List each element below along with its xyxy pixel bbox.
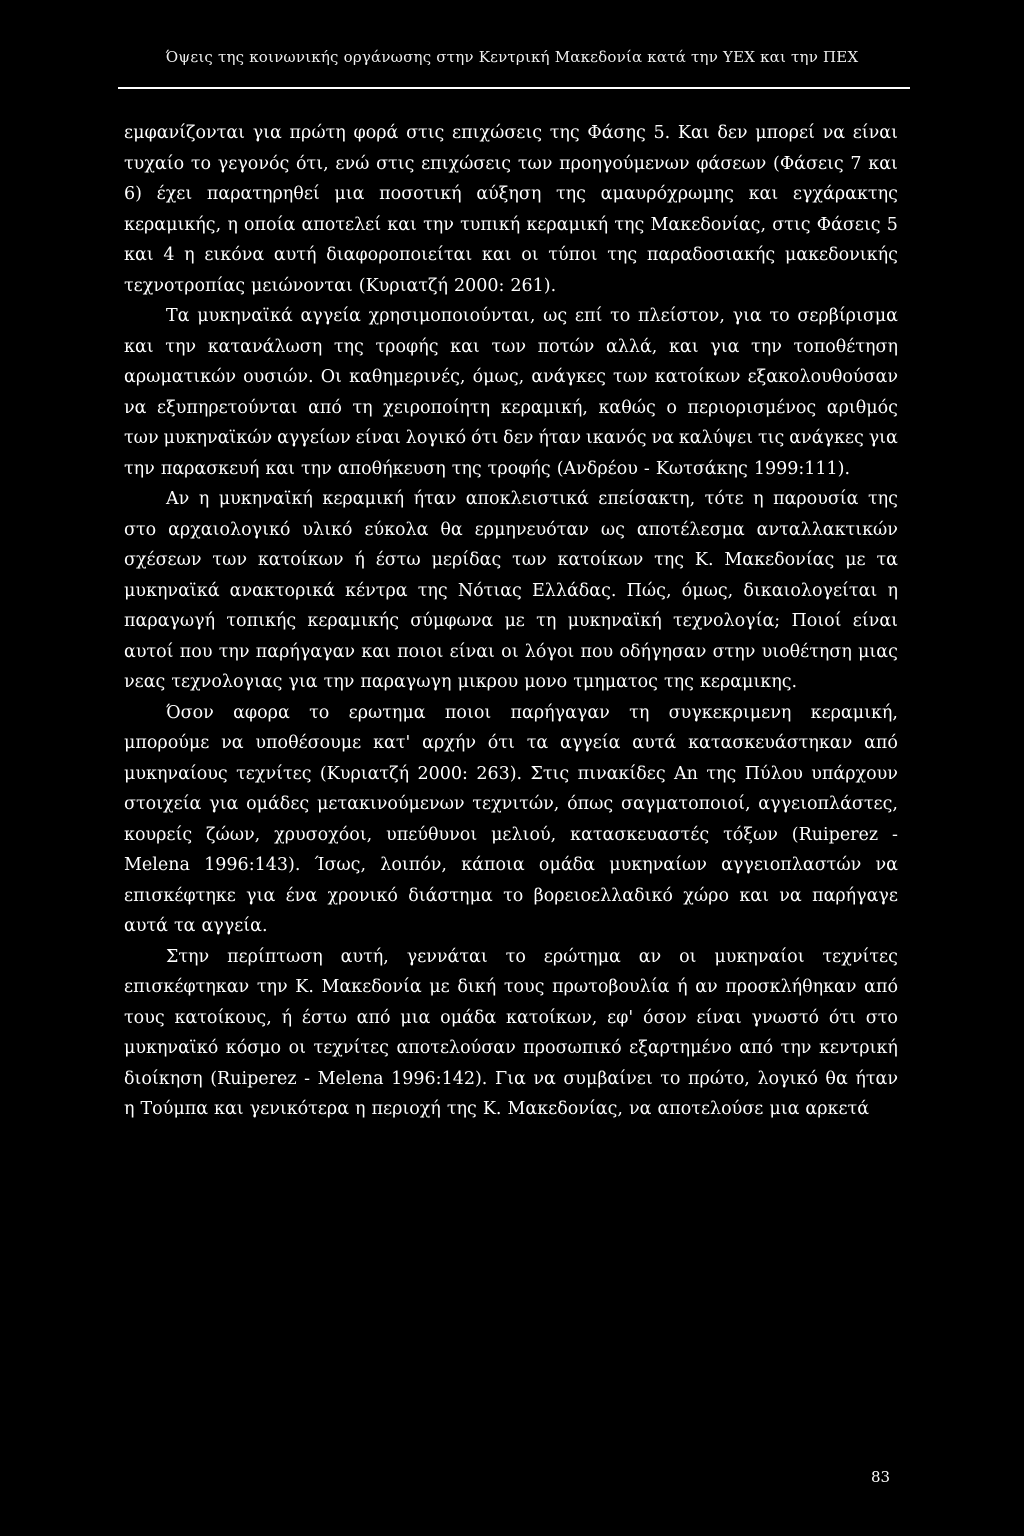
text-line: Στην περίπτωση αυτή, γεννάται το ερώτημα αν οι μυκηναίοι τεχνίτες [166,946,898,967]
text-line: αυτά τα αγγεία. [124,916,268,936]
text-line: Τα μυκηναϊκά αγγεία χρησιμοποιούνται, ως επί το πλείστον, για το σερβίρισμα [166,306,898,326]
header-rule [118,87,910,89]
text-line: επισκέφτηκαν την Κ. Μακεδονία με δική τους πρωτοβουλία ή αν προσκλήθηκαν από [124,977,898,997]
text-line: και 4 η εικόνα αυτή διαφοροποιείται και οι τύποι της παραδοσιακής μακεδονικής [124,245,898,265]
paragraph [124,301,898,484]
text-line: αυτοί που την παρήγαγαν και ποιοι είναι οι λόγοι που οδήγησαν στην υιοθέτηση μιας [124,641,898,662]
paragraph [124,698,898,942]
text-line: Όσον αφορα το ερωτημα ποιοι παρήγαγαν τη συγκεκριμενη κεραμική, [166,702,898,723]
text-line: παραγωγή τοπικής κεραμικής σύμφωνα με τη μυκηναϊκή τεχνολογία; Ποιοί είναι [124,611,898,631]
text-line: στοιχεία για ομάδες μετακινούμενων τεχνιτών, όπως σαγματοποιοί, αγγειοπλάστες, [124,794,898,814]
text-line: Αν η μυκηναϊκή κεραμική ήταν αποκλειστικά επείσακτη, τότε η παρουσία της [166,489,898,509]
text-line: 6) έχει παρατηρηθεί μια ποσοτική αύξηση της αμαυρόχρωμης και εγχάρακτης [124,184,898,204]
body-text [124,118,898,1125]
text-line: κεραμικής, η οποία αποτελεί και την τυπική κεραμική της Μακεδονίας, στις Φάσεις 5 [124,214,898,235]
text-line: η Τούμπα και γενικότερα η περιοχή της Κ. Μακεδονίας, να αποτελούσε μια αρκετά [124,1099,870,1119]
text-line: εμφανίζονται για πρώτη φορά στις επιχώσεις της Φάσης 5. Και δεν μπορεί να είναι [124,123,898,143]
paragraph [124,942,898,1125]
text-line: Melena 1996:143). Ίσως, λοιπόν, κάποια ομάδα μυκηναίων αγγειοπλαστών να [124,855,898,875]
text-line: σχέσεων των κατοίκων ή έστω μερίδας των κατοίκων της Κ. Μακεδονίας με τα [124,550,898,570]
text-line: τυχαίο το γεγονός ότι, ενώ στις επιχώσεις των προηγούμενων φάσεων (Φάσεις 7 και [124,153,898,174]
text-line: την παρασκευή και την αποθήκευση της τροφής (Ανδρέου - Κωτσάκης 1999:111). [124,458,851,479]
text-line: κουρείς ζώων, χρυσοχόοι, υπεύθυνοι μελιού, κατασκευαστές τόξων (Ruiperez - [124,824,898,845]
paragraph [124,118,898,301]
text-line: μπορούμε να υποθέσουμε κατ' αρχήν ότι τα αγγεία αυτά κατασκευάστηκαν από [124,733,898,753]
page-number: 83 [871,1468,891,1486]
text-line: να εξυπηρετούνται από τη χειροποίητη κεραμική, καθώς ο περιορισμένος αριθμός [124,397,898,418]
text-line: και την κατανάλωση της τροφής και των ποτών αλλά, και για την τοποθέτηση [124,336,898,357]
running-header: Όψεις της κοινωνικής οργάνωσης στην Κεντρική Μακεδονία κατά την ΥΕΧ και την ΠΕΧ [165,48,859,66]
paragraph [124,484,898,698]
text-line: των μυκηναϊκών αγγείων είναι λογικό ότι δεν ήταν ικανός να καλύψει τις ανάγκες για [124,428,898,448]
text-line: νεας τεχνολογιας για την παραγωγη μικρου μονο τμηματος της κεραμικης. [124,672,798,692]
text-line: αρωματικών ουσιών. Οι καθημερινές, όμως, ανάγκες των κατοίκων εξακολουθούσαν [124,367,898,387]
text-line: μυκηναίους τεχνίτες (Κυριατζή 2000: 263). Στις πινακίδες Αn της Πύλου υπάρχουν [124,763,898,784]
text-line: στο αρχαιολογικό υλικό εύκολα θα ερμηνευόταν ως αποτέλεσμα ανταλλακτικών [124,519,898,540]
text-line: τους κατοίκους, ή έστω από μια ομάδα κατοίκων, εφ' όσον είναι γνωστό ότι στο [124,1007,898,1028]
text-line: μυκηναϊκά ανακτορικά κέντρα της Νότιας Ελλάδας. Πώς, όμως, δικαιολογείται η [124,580,898,601]
text-line: διοίκηση (Ruiperez - Melena 1996:142). Για να συμβαίνει το πρώτο, λογικό θα ήταν [124,1068,898,1089]
text-line: μυκηναϊκό κόσμο οι τεχνίτες αποτελούσαν προσωπικό εξαρτημένο από την κεντρική [124,1038,898,1058]
text-line: επισκέφτηκε για ένα χρονικό διάστημα το βορειοελλαδικό χώρο και να παρήγαγε [124,885,898,906]
text-line: τεχνοτροπίας μειώνονται (Κυριατζή 2000: 261). [124,275,557,296]
